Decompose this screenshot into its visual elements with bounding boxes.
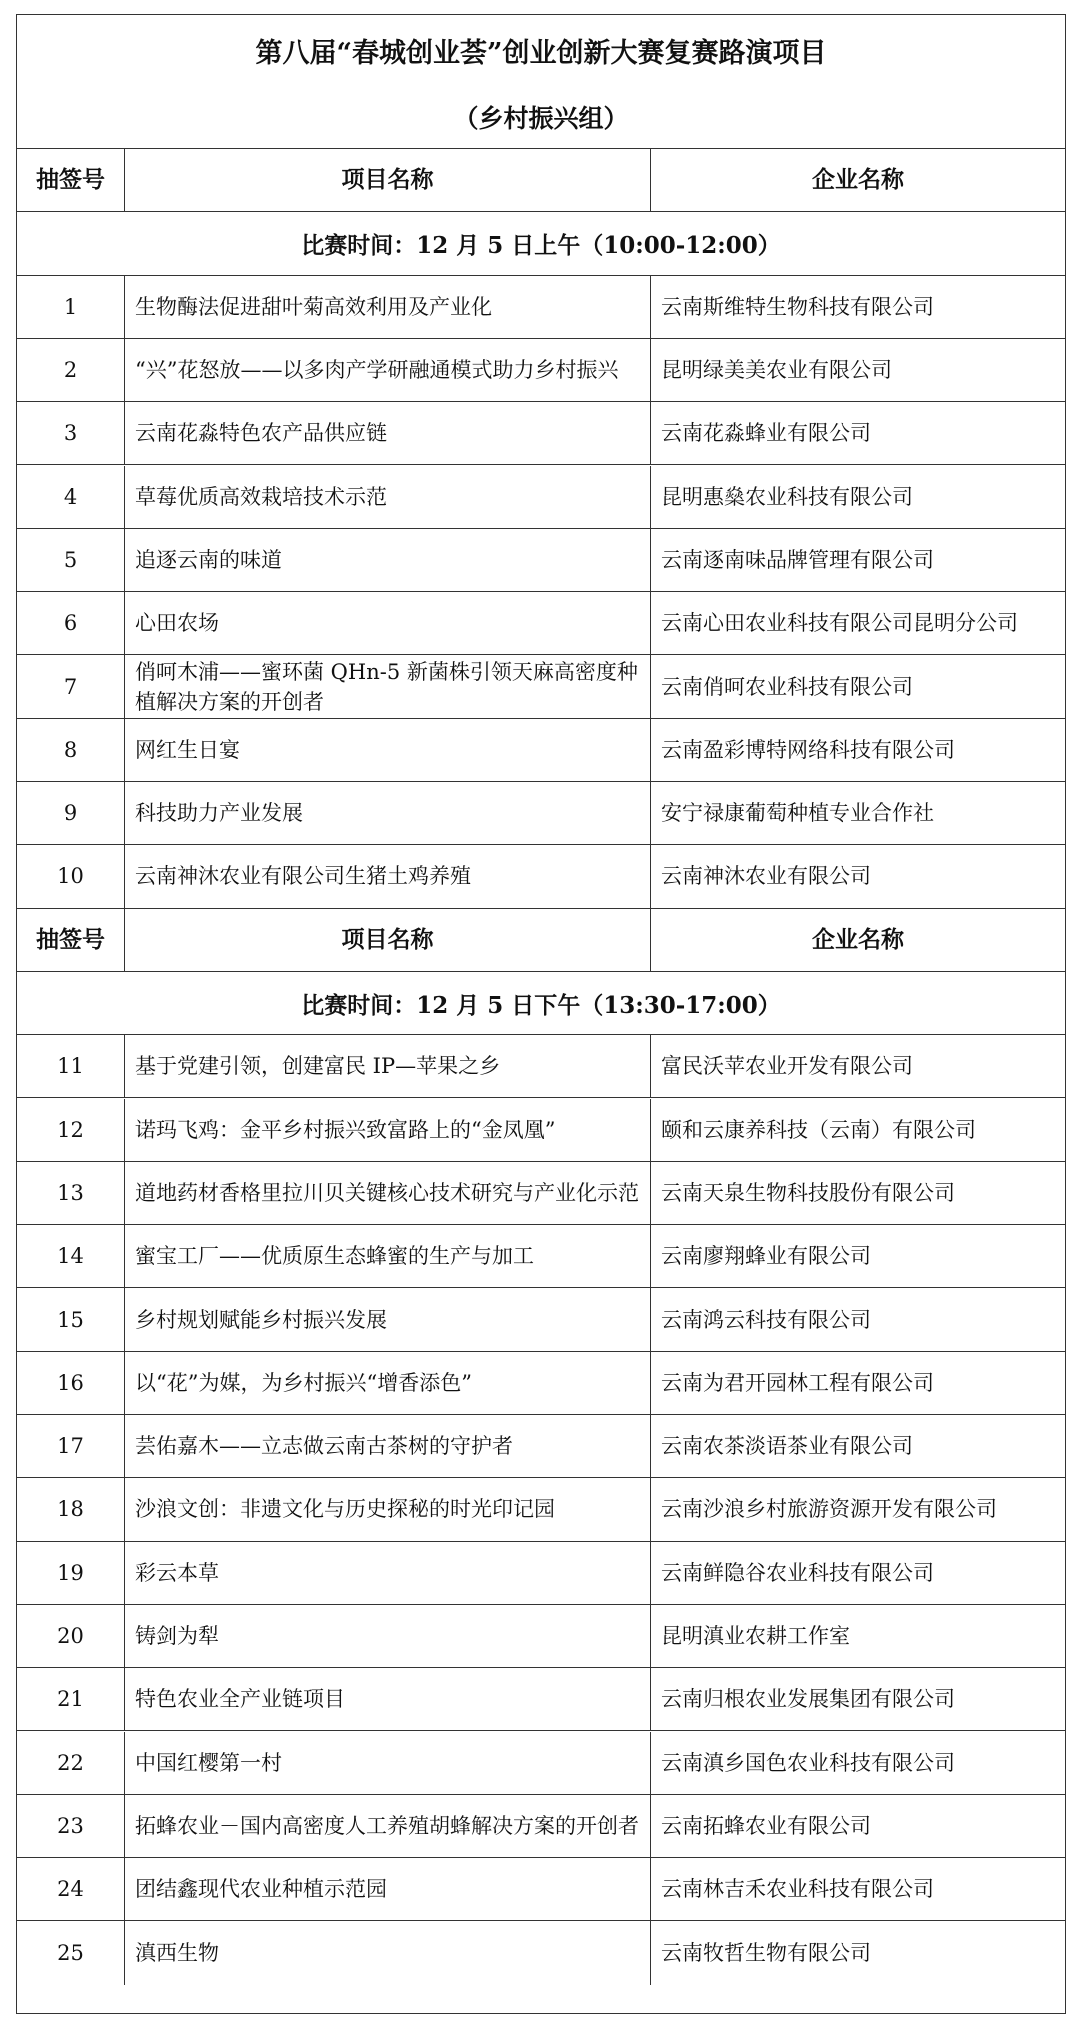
draw-number: 8 xyxy=(17,719,125,781)
project-name: 追逐云南的味道 xyxy=(125,529,651,591)
company-name: 云南盈彩博特网络科技有限公司 xyxy=(661,737,955,762)
table-row xyxy=(17,529,1065,592)
project-name: 心田农场 xyxy=(125,592,651,654)
table-row xyxy=(17,1795,1065,1858)
table-row xyxy=(17,1542,1065,1605)
table-row xyxy=(17,845,1065,908)
company-name: 云南天泉生物科技股份有限公司 xyxy=(661,1180,955,1205)
table-row xyxy=(17,1478,1065,1541)
company-name: 云南滇乡国色农业科技有限公司 xyxy=(661,1750,955,1775)
draw-number: 21 xyxy=(17,1668,125,1730)
table-row xyxy=(17,1415,1065,1478)
draw-number: 4 xyxy=(17,466,125,528)
draw-number: 13 xyxy=(17,1162,125,1224)
table-row xyxy=(17,1921,1065,1984)
table-header-row xyxy=(17,909,1065,972)
company-name: 云南为君开园林工程有限公司 xyxy=(661,1370,934,1395)
draw-number: 25 xyxy=(17,1921,125,1984)
table-row xyxy=(17,1288,1065,1351)
project-name: 基于党建引领，创建富民 IP—苹果之乡 xyxy=(125,1035,651,1097)
company-name: 云南林吉禾农业科技有限公司 xyxy=(661,1877,934,1902)
draw-number: 16 xyxy=(17,1352,125,1414)
table-header-row xyxy=(17,149,1065,212)
project-name: 彩云本草 xyxy=(125,1542,651,1604)
table-row xyxy=(17,1225,1065,1288)
session-time-row: 比赛时间：12 月 5 日上午（10:00-12:00） xyxy=(17,212,1065,275)
company-name: 云南归根农业发展集团有限公司 xyxy=(661,1687,955,1712)
table-row xyxy=(17,1162,1065,1225)
project-name: 草莓优质高效栽培技术示范 xyxy=(125,466,651,528)
project-name: 滇西生物 xyxy=(125,1921,651,1984)
draw-number: 24 xyxy=(17,1858,125,1920)
project-name: 乡村规划赋能乡村振兴发展 xyxy=(125,1288,651,1350)
table-row xyxy=(17,339,1065,402)
company-name: 云南斯维特生物科技有限公司 xyxy=(661,294,934,319)
company-name: 云南逐南味品牌管理有限公司 xyxy=(661,547,934,572)
table-row xyxy=(17,592,1065,655)
project-name: 铸剑为犁 xyxy=(125,1605,651,1667)
company-name: 云南牧哲生物有限公司 xyxy=(661,1941,871,1966)
company-name: 云南俏呵农业科技有限公司 xyxy=(661,674,913,699)
draw-number: 15 xyxy=(17,1288,125,1350)
project-name: 团结鑫现代农业种植示范园 xyxy=(125,1858,651,1920)
table-row xyxy=(17,466,1065,529)
header-project: 项目名称 xyxy=(125,149,651,211)
table-row xyxy=(17,719,1065,782)
project-name: 蜜宝工厂——优质原生态蜂蜜的生产与加工 xyxy=(125,1225,651,1287)
draw-number: 11 xyxy=(17,1035,125,1097)
draw-number: 18 xyxy=(17,1478,125,1540)
company-name: 云南农茶淡语茶业有限公司 xyxy=(661,1434,913,1459)
table-row xyxy=(17,1858,1065,1921)
company-name: 云南鲜隐谷农业科技有限公司 xyxy=(661,1560,934,1585)
project-name: 云南神沐农业有限公司生猪土鸡养殖 xyxy=(125,845,651,907)
header-company: 企业名称 xyxy=(812,166,904,194)
table-row xyxy=(17,1732,1065,1795)
project-name: 以“花”为媒，为乡村振兴“增香添色” xyxy=(125,1352,651,1414)
header-number: 抽签号 xyxy=(17,909,125,971)
company-name: 云南心田农业科技有限公司昆明分公司 xyxy=(661,611,1018,636)
company-name: 昆明惠燊农业科技有限公司 xyxy=(661,484,913,509)
project-name: 科技助力产业发展 xyxy=(125,782,651,844)
company-name: 昆明滇业农耕工作室 xyxy=(661,1624,850,1649)
project-name: 生物酶法促进甜叶菊高效利用及产业化 xyxy=(125,276,651,338)
draw-number: 9 xyxy=(17,782,125,844)
draw-number: 22 xyxy=(17,1732,125,1794)
project-name: 网红生日宴 xyxy=(125,719,651,781)
title-line-2: （乡村振兴组） xyxy=(453,104,629,133)
table-row xyxy=(17,782,1065,845)
session-time-row: 比赛时间：12 月 5 日下午（13:30-17:00） xyxy=(17,972,1065,1035)
project-name: 沙浪文创：非遗文化与历史探秘的时光印记园 xyxy=(125,1478,651,1540)
company-name: 颐和云康养科技（云南）有限公司 xyxy=(661,1117,976,1142)
draw-number: 14 xyxy=(17,1225,125,1287)
table-row xyxy=(17,1668,1065,1731)
draw-number: 12 xyxy=(17,1099,125,1161)
draw-number: 6 xyxy=(17,592,125,654)
draw-number: 7 xyxy=(17,655,125,717)
draw-number: 1 xyxy=(17,276,125,338)
table-row xyxy=(17,655,1065,718)
project-name: 中国红樱第一村 xyxy=(125,1732,651,1794)
company-name: 安宁禄康葡萄种植专业合作社 xyxy=(661,801,934,826)
table-row xyxy=(17,402,1065,465)
company-name: 云南沙浪乡村旅游资源开发有限公司 xyxy=(661,1497,997,1522)
roadshow-schedule-table xyxy=(16,14,1066,2014)
company-name: 云南神沐农业有限公司 xyxy=(661,864,871,889)
draw-number: 23 xyxy=(17,1795,125,1857)
table-row xyxy=(17,1035,1065,1098)
header-number: 抽签号 xyxy=(17,149,125,211)
company-name: 富民沃苹农业开发有限公司 xyxy=(661,1054,913,1079)
company-name: 云南廖翔蜂业有限公司 xyxy=(661,1244,871,1269)
table-row xyxy=(17,1605,1065,1668)
project-name: 俏呵木浦——蜜环菌 QHn-5 新菌株引领天麻高密度种植解决方案的开创者 xyxy=(125,655,651,717)
project-name: “兴”花怒放——以多肉产学研融通模式助力乡村振兴 xyxy=(125,339,651,401)
draw-number: 17 xyxy=(17,1415,125,1477)
project-name: 芸佑嘉木——立志做云南古茶树的守护者 xyxy=(125,1415,651,1477)
table-row xyxy=(17,1352,1065,1415)
project-name: 诺玛飞鸡：金平乡村振兴致富路上的“金凤凰” xyxy=(125,1099,651,1161)
company-name: 云南鸿云科技有限公司 xyxy=(661,1307,871,1332)
header-project: 项目名称 xyxy=(125,909,651,971)
company-name: 昆明绿美美农业有限公司 xyxy=(661,358,892,383)
company-name: 云南花淼蜂业有限公司 xyxy=(661,421,871,446)
header-company: 企业名称 xyxy=(812,925,904,953)
draw-number: 5 xyxy=(17,529,125,591)
title-line-1: 第八届“春城创业荟”创业创新大赛复赛路演项目 xyxy=(255,38,827,69)
company-name: 云南拓蜂农业有限公司 xyxy=(661,1813,871,1838)
document-title xyxy=(17,15,1065,149)
draw-number: 19 xyxy=(17,1542,125,1604)
draw-number: 10 xyxy=(17,845,125,907)
table-row xyxy=(17,1099,1065,1162)
project-name: 云南花淼特色农产品供应链 xyxy=(125,402,651,464)
project-name: 拓蜂农业－国内高密度人工养殖胡蜂解决方案的开创者 xyxy=(125,1795,651,1857)
draw-number: 2 xyxy=(17,339,125,401)
project-name: 特色农业全产业链项目 xyxy=(125,1668,651,1730)
draw-number: 3 xyxy=(17,402,125,464)
draw-number: 20 xyxy=(17,1605,125,1667)
table-row xyxy=(17,276,1065,339)
project-name: 道地药材香格里拉川贝关键核心技术研究与产业化示范 xyxy=(125,1162,651,1224)
